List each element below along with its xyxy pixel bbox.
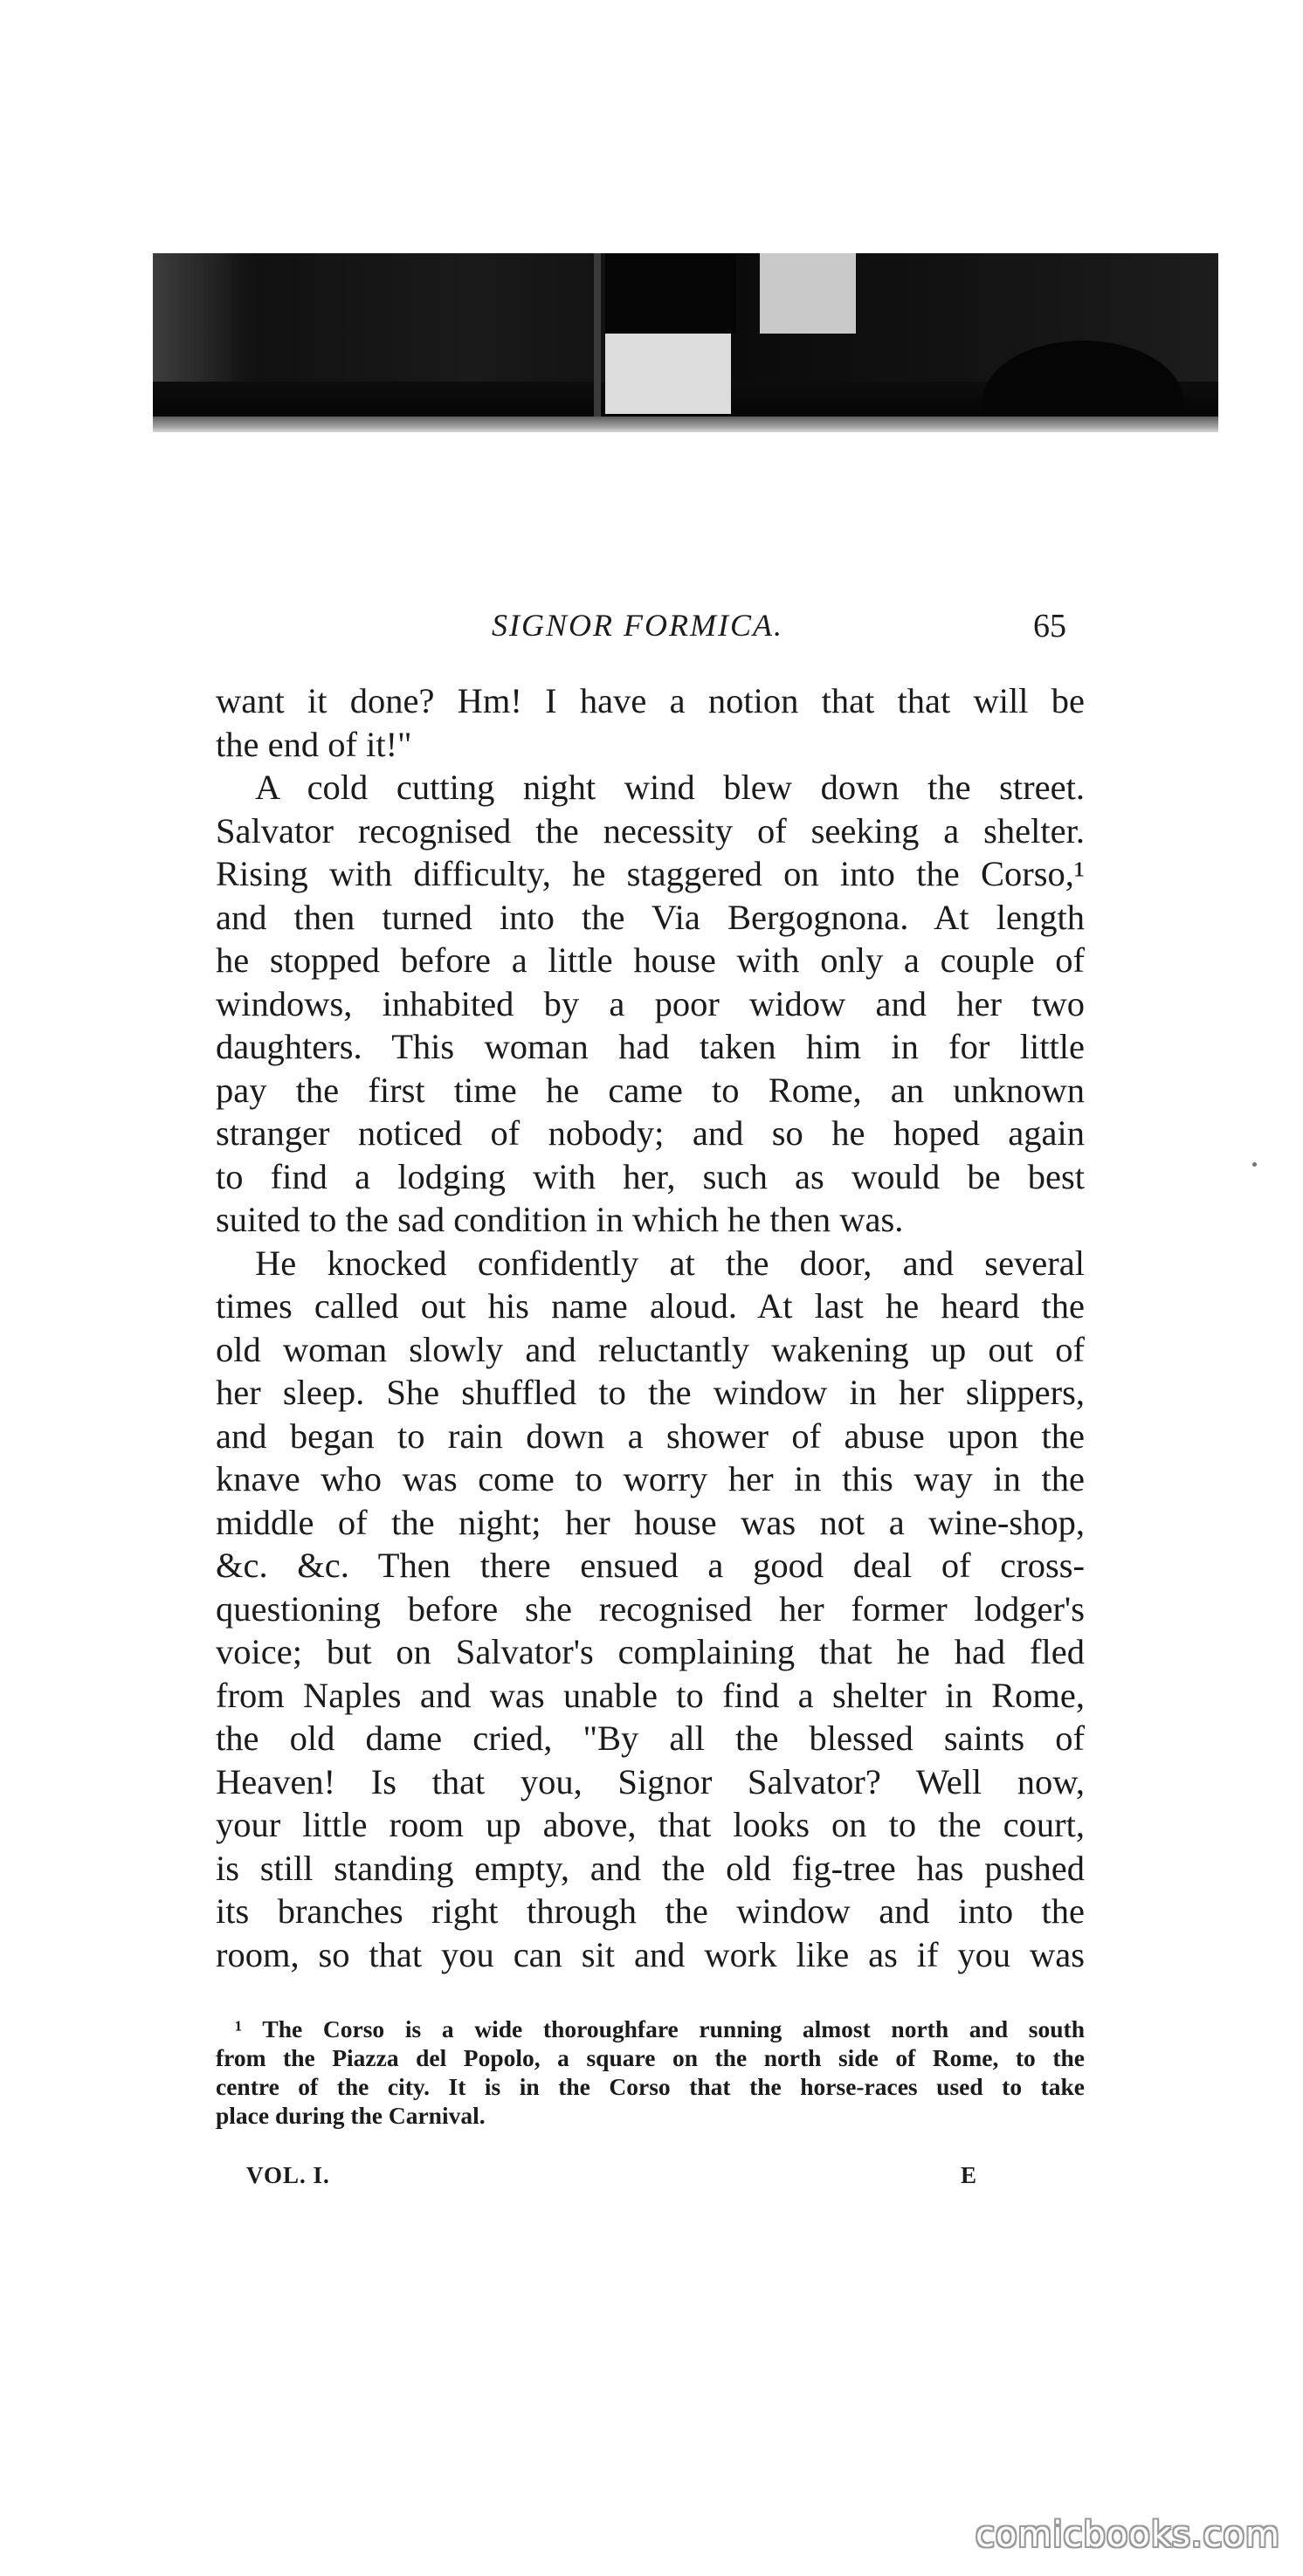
text-line: Rising with difficulty, he staggered on into the Corso,¹ [216,854,1085,893]
text-line: its branches right through the window and into the [216,1891,1085,1931]
strip-light-tile [605,334,731,414]
text-line: the old dame cried, "By all the blessed saints of [216,1718,1085,1758]
text-line: middle of the night; her house was not a wine-shop, [216,1502,1085,1542]
strip-light-tile [760,253,856,334]
watermark: comicbooks.com [975,2515,1280,2555]
text-line: windows, inhabited by a poor widow and her two [216,983,1085,1023]
text-line: from Naples and was unable to find a shelter in Rome, [216,1675,1085,1715]
body-text [216,679,1085,1976]
text-line: he stopped before a little house with only a couple of [216,940,1085,980]
text-line: room, so that you can sit and work like as if you was [216,1934,1085,1974]
text-line: A cold cutting night wind blew down the street. [255,768,1085,807]
photo-strip-image [153,253,1218,432]
text-line: Heaven! Is that you, Signor Salvator? Well now, [216,1761,1085,1801]
text-line: pay the first time he came to Rome, an unknown [216,1070,1085,1110]
text-line: voice; but on Salvator's complaining that he had fled [216,1632,1085,1671]
footnote-line: from the Piazza del Popolo, a square on the north side of Rome, to the [216,2044,1085,2071]
text-line: and began to rain down a shower of abuse upon the [216,1415,1085,1456]
text-line: is still standing empty, and the old fig-tree has pushed [216,1848,1085,1888]
footnote [216,2015,1085,2130]
text-line: the end of it!" [216,724,412,764]
text-line: and then turned into the Via Bergognona. At length [216,897,1085,937]
page-number: 65 [1033,608,1066,644]
text-line: want it done? Hm! I have a notion that that will be [216,681,1085,720]
text-line: times called out his name aloud. At last he heard the [216,1286,1085,1326]
text-line: her sleep. She shuffled to the window in her slippers, [216,1373,1085,1412]
text-line: stranger noticed of nobody; and so he hoped again [216,1113,1085,1153]
text-line: to find a lodging with her, such as would be best [216,1156,1085,1196]
volume-mark: VOL. I. [246,2162,330,2188]
footnote-line: centre of the city. It is in the Corso that the horse-races used to take [216,2073,1085,2100]
text-line: &c. &c. Then there ensued a good deal of cross- [216,1546,1085,1585]
text-line: Salvator recognised the necessity of seeking a shelter. [216,810,1085,851]
text-line: questioning before she recognised her former lodger's [216,1588,1085,1629]
scan-speck [1252,1162,1257,1167]
signature-mark: E [961,2162,977,2188]
text-line: knave who was come to worry her in this way in the [216,1459,1085,1498]
signature-line [0,2162,1303,2197]
text-line: daughters. This woman had taken him in for little [216,1027,1085,1066]
running-title: SIGNOR FORMICA. [492,608,783,643]
text-line: He knocked confidently at the door, and several [255,1243,1085,1283]
footnote-line: place during the Carnival. [216,2102,486,2129]
strip-dark-tile [605,253,736,334]
text-line: your little room up above, that looks on to the court, [216,1805,1085,1844]
strip-bottom-edge [153,417,1218,432]
strip-frame-edge [594,253,601,419]
text-line: suited to the sad condition in which he then was. [216,1200,904,1239]
running-head [0,607,1303,651]
footnote-line: ¹ The Corso is a wide thoroughfare running almost north and south [235,2015,1085,2042]
text-line: old woman slowly and reluctantly wakening up out of [216,1329,1085,1369]
